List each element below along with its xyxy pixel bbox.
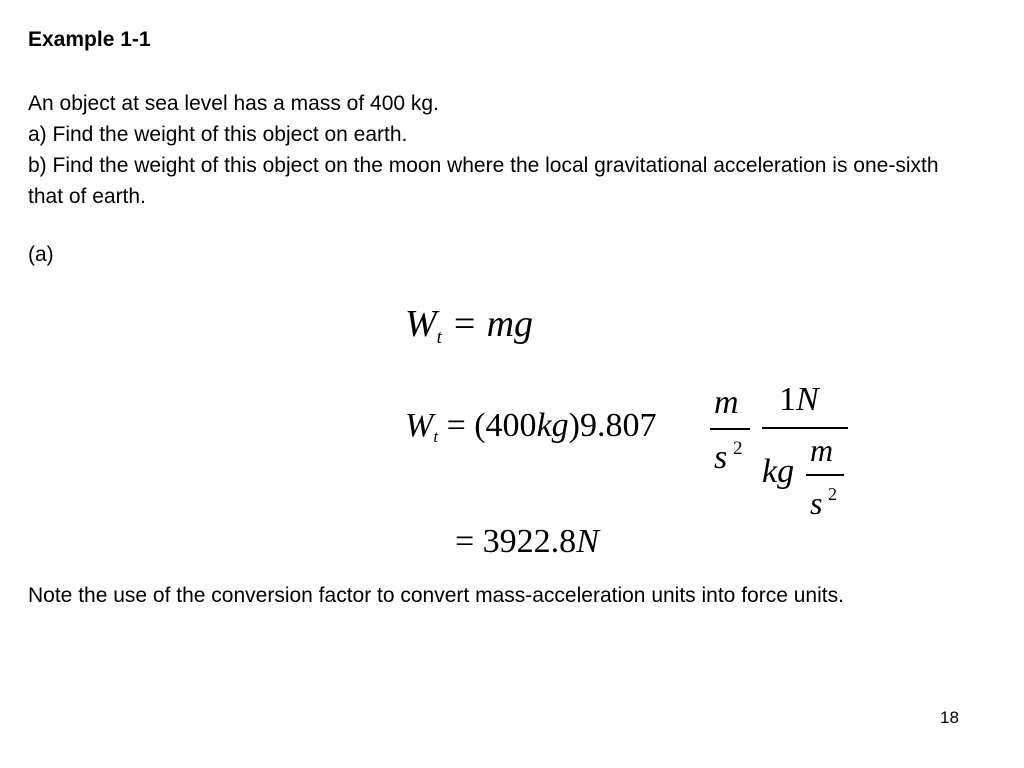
equation-weight-definition <box>405 303 534 348</box>
eq2-lhs: W <box>405 407 434 444</box>
frac2-bar <box>762 427 848 429</box>
example-heading: Example 1-1 <box>28 28 151 51</box>
problem-line-2: a) Find the weight of this object on earth. <box>28 123 408 146</box>
frac2-denominator-kg: kg <box>762 453 795 490</box>
eq1-rhs: = mg <box>451 303 534 345</box>
problem-statement <box>28 88 968 212</box>
eq2-expr: = (400 <box>446 407 537 444</box>
frac1-numerator: m <box>714 384 739 421</box>
problem-line-3: b) Find the weight of this object on the moon where the local gravitational acceleration is one-sixth that of earth. <box>28 154 939 208</box>
eq2-expr-tail: )9.807 <box>568 407 657 444</box>
eq3-unit: N <box>576 523 599 560</box>
frac2-numerator-unit: N <box>796 381 819 418</box>
frac2-inner-numerator: m <box>810 432 834 468</box>
eq3-value: = 3922.8 <box>455 523 577 560</box>
frac2-inner-denominator: s <box>810 485 823 521</box>
frac2-numerator-digit: 1 <box>779 381 796 418</box>
eq2-kg: kg <box>536 407 569 444</box>
frac2-inner-bar <box>806 474 844 476</box>
conversion-note: Note the use of the conversion factor to convert mass-acceleration units into force units. <box>28 584 844 607</box>
part-a-label: (a) <box>28 243 54 266</box>
problem-line-1: An object at sea level has a mass of 400 kg. <box>28 92 439 115</box>
eq2-lhs-subscript: t <box>433 426 439 446</box>
frac1-bar <box>710 428 750 430</box>
eq2-inline-part <box>405 407 657 446</box>
eq1-lhs-subscript: t <box>436 326 442 348</box>
frac2-inner-denominator-exponent: 2 <box>828 484 837 504</box>
page-number: 18 <box>940 708 959 727</box>
frac1-denominator-exponent: 2 <box>733 438 743 459</box>
equation-weight-result <box>455 525 599 559</box>
frac1-denominator: s <box>714 439 728 476</box>
eq1-lhs: W <box>405 303 437 345</box>
